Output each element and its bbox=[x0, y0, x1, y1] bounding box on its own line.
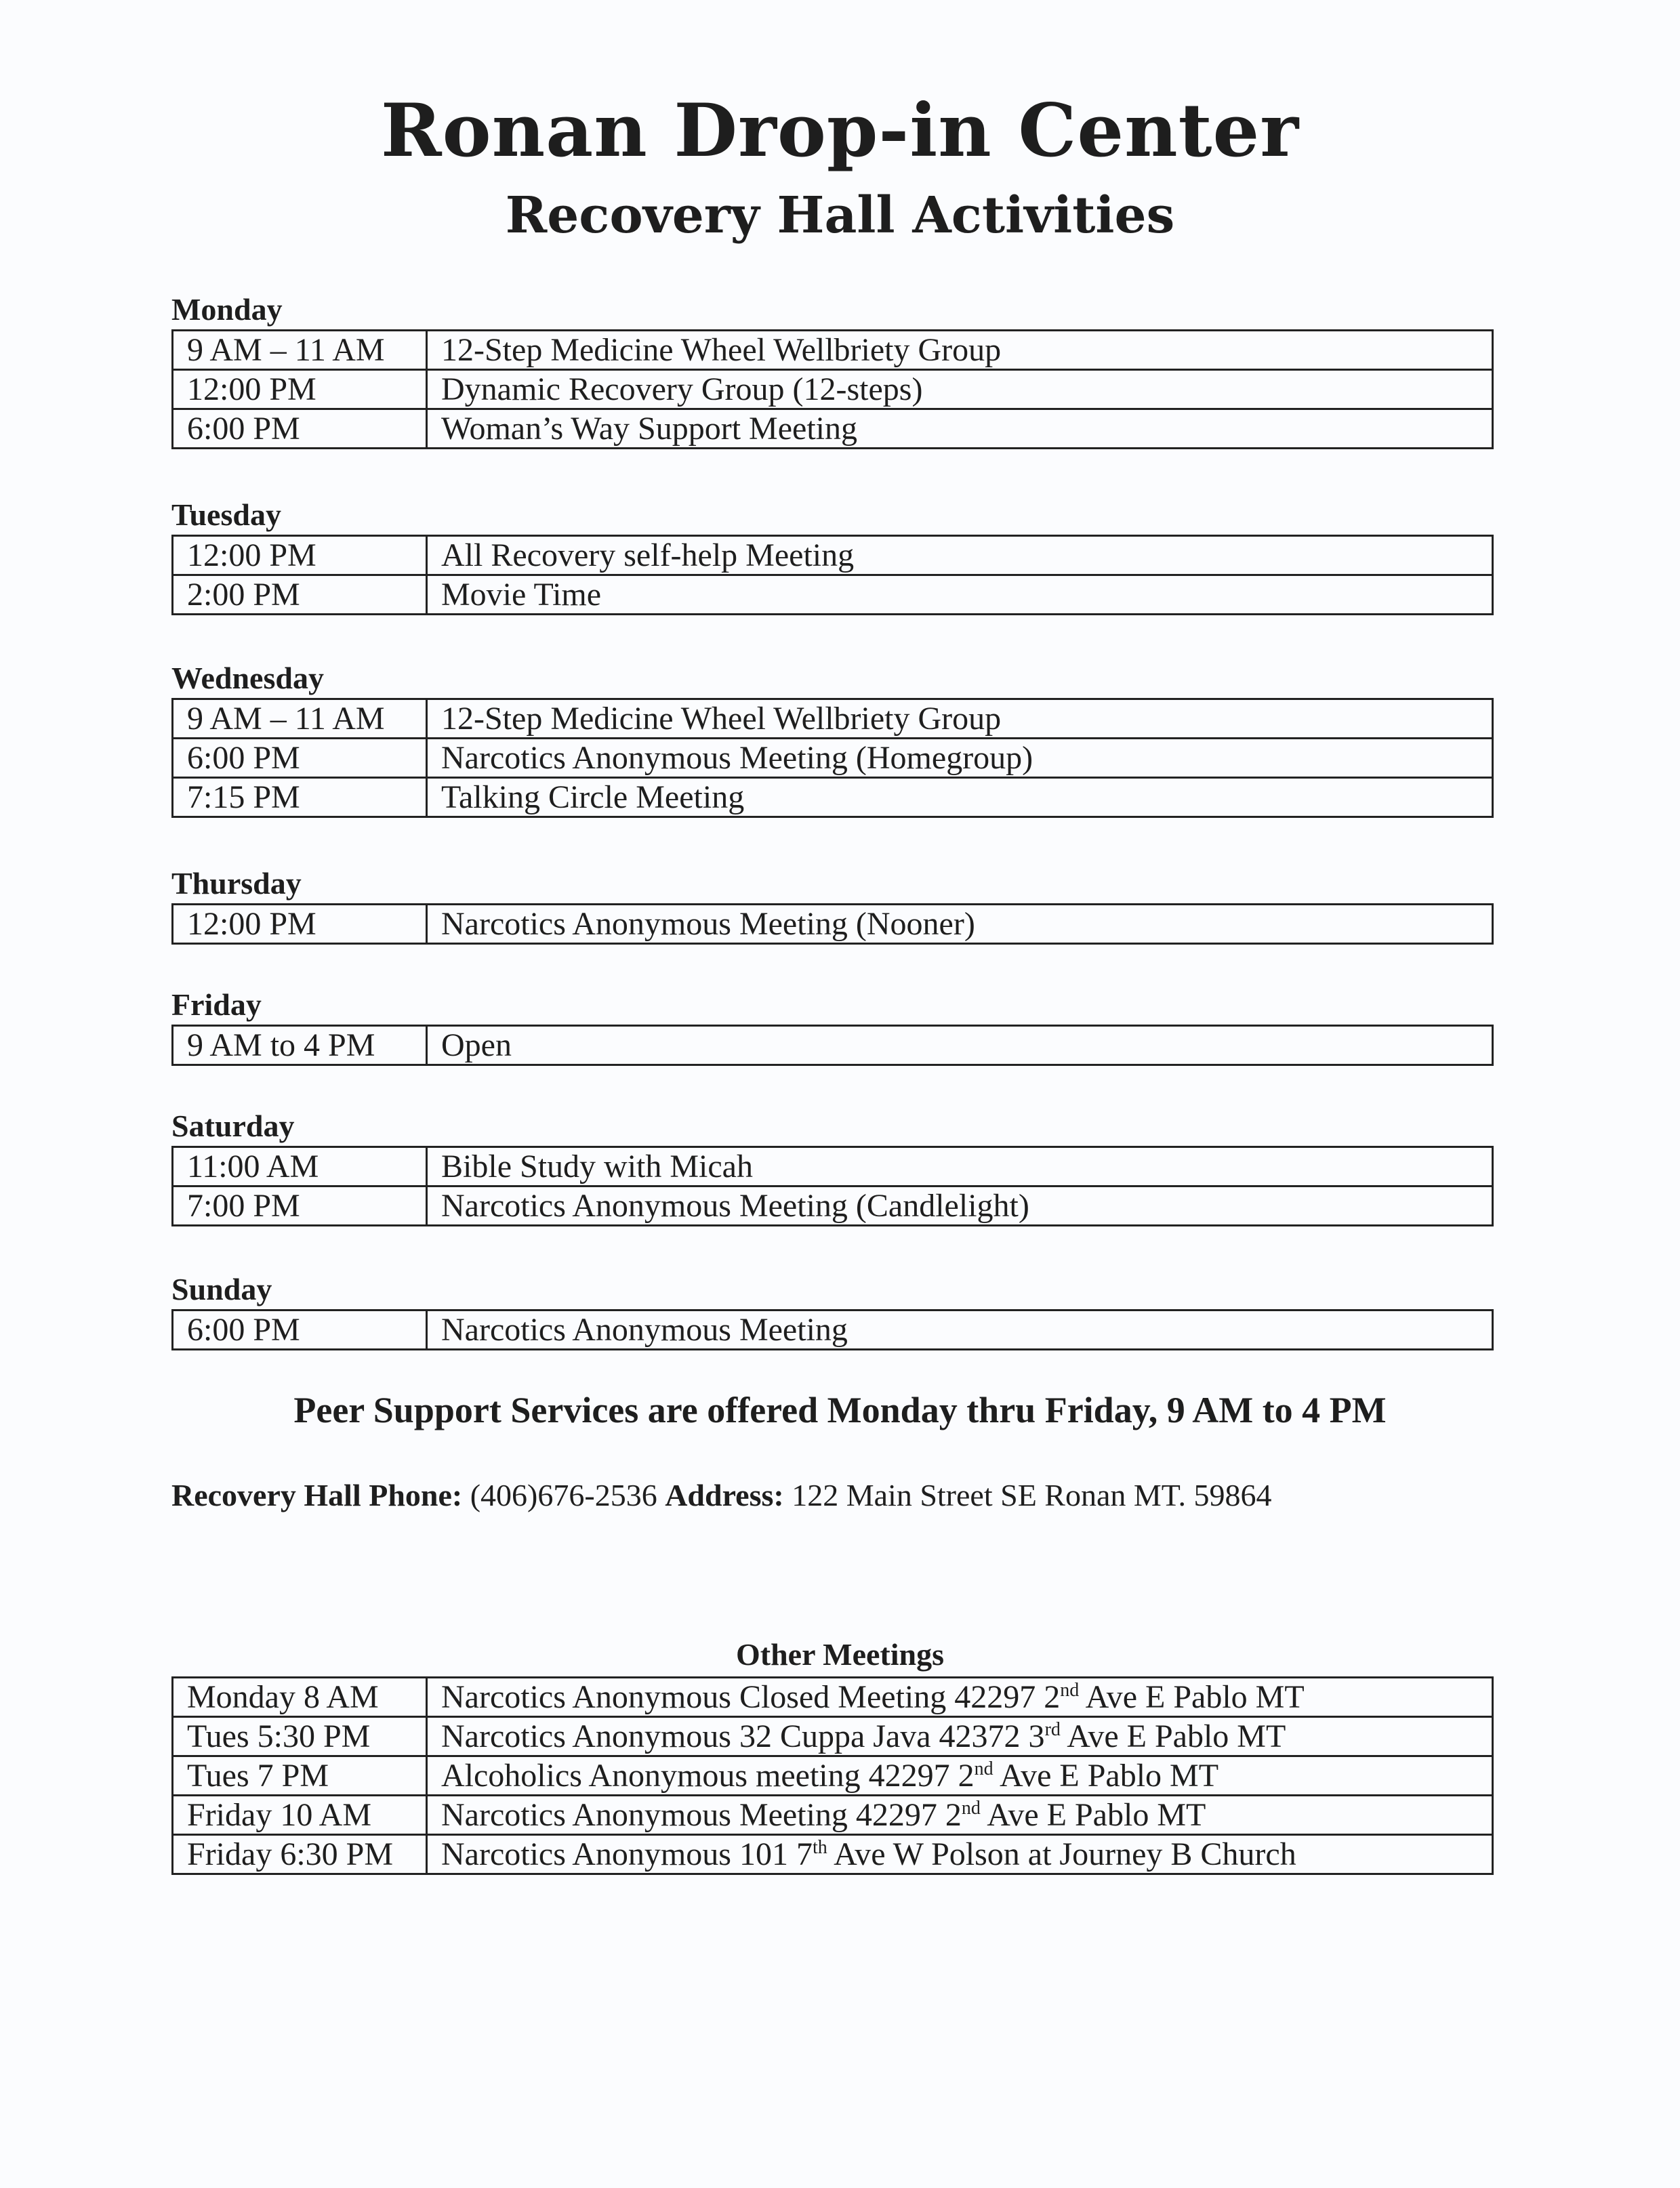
time-cell: Tues 5:30 PM bbox=[173, 1717, 427, 1756]
day-section-monday bbox=[171, 290, 1494, 449]
activity-cell: Talking Circle Meeting bbox=[427, 778, 1493, 817]
meeting-cell bbox=[427, 1678, 1493, 1717]
activity-cell: Movie Time bbox=[427, 575, 1493, 615]
meeting-text-rest: Ave W Polson at Journey B Church bbox=[827, 1836, 1296, 1872]
time-cell: Monday 8 AM bbox=[173, 1678, 427, 1717]
phone-label: Recovery Hall Phone: bbox=[171, 1478, 463, 1512]
page-title: Ronan Drop-in Center bbox=[380, 88, 1300, 173]
day-heading: Friday bbox=[171, 987, 262, 1022]
table-row bbox=[173, 699, 1493, 739]
address: 122 Main Street SE Ronan MT. 59864 bbox=[792, 1478, 1272, 1512]
time-cell: 11:00 AM bbox=[173, 1147, 427, 1186]
ordinal-suffix: th bbox=[812, 1837, 827, 1858]
day-section-wednesday bbox=[171, 659, 1494, 818]
time-cell: 9 AM – 11 AM bbox=[173, 331, 427, 370]
table-row bbox=[173, 370, 1493, 409]
day-section-thursday bbox=[171, 864, 1494, 945]
activity-cell: Dynamic Recovery Group (12-steps) bbox=[427, 370, 1493, 409]
table-row bbox=[173, 409, 1493, 449]
table-row bbox=[173, 1026, 1493, 1065]
activity-cell: Narcotics Anonymous Meeting (Homegroup) bbox=[427, 739, 1493, 778]
time-cell: 9 AM – 11 AM bbox=[173, 699, 427, 739]
day-section-sunday bbox=[171, 1270, 1494, 1350]
day-heading: Tuesday bbox=[171, 497, 281, 532]
peer-support-note: Peer Support Services are offered Monday thru Friday, 9 AM to 4 PM bbox=[293, 1390, 1387, 1430]
time-cell: Friday 6:30 PM bbox=[173, 1835, 427, 1874]
time-cell: 2:00 PM bbox=[173, 575, 427, 615]
table-row bbox=[173, 905, 1493, 944]
schedule-table bbox=[171, 535, 1494, 615]
activity-cell: Narcotics Anonymous Meeting (Candlelight) bbox=[427, 1186, 1493, 1226]
table-row bbox=[173, 739, 1493, 778]
time-cell: 6:00 PM bbox=[173, 1310, 427, 1350]
table-row bbox=[173, 1835, 1493, 1874]
time-cell: 12:00 PM bbox=[173, 370, 427, 409]
day-heading: Monday bbox=[171, 292, 283, 327]
table-row bbox=[173, 575, 1493, 615]
table-row bbox=[173, 1756, 1493, 1796]
other-meetings-title: Other Meetings bbox=[735, 1637, 945, 1672]
contact-line bbox=[171, 1477, 1271, 1513]
time-cell: 7:00 PM bbox=[173, 1186, 427, 1226]
schedule-table bbox=[171, 903, 1494, 945]
activity-cell: Narcotics Anonymous Meeting bbox=[427, 1310, 1493, 1350]
ordinal-suffix: nd bbox=[961, 1798, 981, 1819]
time-cell: Friday 10 AM bbox=[173, 1796, 427, 1835]
day-section-saturday bbox=[171, 1107, 1494, 1226]
activity-cell: Open bbox=[427, 1026, 1493, 1065]
time-cell: 9 AM to 4 PM bbox=[173, 1026, 427, 1065]
meeting-text-rest: Ave E Pablo MT bbox=[1079, 1679, 1305, 1715]
table-row bbox=[173, 331, 1493, 370]
day-heading: Thursday bbox=[171, 866, 302, 901]
other-meetings-section bbox=[171, 1676, 1494, 1875]
time-cell: 12:00 PM bbox=[173, 905, 427, 944]
table-row bbox=[173, 1186, 1493, 1226]
day-heading: Wednesday bbox=[171, 661, 324, 695]
table-row bbox=[173, 778, 1493, 817]
table-row bbox=[173, 1796, 1493, 1835]
schedule-table bbox=[171, 698, 1494, 818]
day-heading: Saturday bbox=[171, 1109, 295, 1143]
schedule-table bbox=[171, 1309, 1494, 1350]
ordinal-suffix: nd bbox=[1060, 1680, 1080, 1701]
time-cell: 6:00 PM bbox=[173, 409, 427, 449]
day-heading: Sunday bbox=[171, 1272, 272, 1306]
activity-cell: Narcotics Anonymous Meeting (Nooner) bbox=[427, 905, 1493, 944]
meeting-text: Narcotics Anonymous Meeting 42297 2 bbox=[441, 1797, 962, 1833]
table-row bbox=[173, 536, 1493, 575]
meeting-text-rest: Ave E Pablo MT bbox=[980, 1797, 1206, 1833]
table-row bbox=[173, 1678, 1493, 1717]
meeting-text-rest: Ave E Pablo MT bbox=[993, 1758, 1219, 1794]
table-row bbox=[173, 1310, 1493, 1350]
activity-cell: 12-Step Medicine Wheel Wellbriety Group bbox=[427, 699, 1493, 739]
time-cell: 7:15 PM bbox=[173, 778, 427, 817]
table-row bbox=[173, 1147, 1493, 1186]
activity-cell: Woman’s Way Support Meeting bbox=[427, 409, 1493, 449]
ordinal-suffix: nd bbox=[974, 1758, 993, 1779]
ordinal-suffix: rd bbox=[1044, 1719, 1061, 1740]
meeting-cell bbox=[427, 1756, 1493, 1796]
meeting-cell bbox=[427, 1717, 1493, 1756]
meeting-text: Narcotics Anonymous 101 7 bbox=[441, 1836, 813, 1872]
time-cell: Tues 7 PM bbox=[173, 1756, 427, 1796]
meeting-cell bbox=[427, 1796, 1493, 1835]
schedule-table bbox=[171, 1146, 1494, 1226]
activity-cell: 12-Step Medicine Wheel Wellbriety Group bbox=[427, 331, 1493, 370]
page-subtitle: Recovery Hall Activities bbox=[505, 186, 1175, 245]
meeting-text: Narcotics Anonymous Closed Meeting 42297 2 bbox=[441, 1679, 1061, 1715]
meeting-cell bbox=[427, 1835, 1493, 1874]
time-cell: 6:00 PM bbox=[173, 739, 427, 778]
meeting-text: Narcotics Anonymous 32 Cuppa Java 42372 3 bbox=[441, 1718, 1045, 1754]
phone-number: (406)676-2536 bbox=[470, 1478, 657, 1512]
meeting-text-rest: Ave E Pablo MT bbox=[1060, 1718, 1286, 1754]
activity-cell: All Recovery self-help Meeting bbox=[427, 536, 1493, 575]
schedule-table bbox=[171, 1025, 1494, 1066]
schedule-table bbox=[171, 329, 1494, 449]
day-section-tuesday bbox=[171, 495, 1494, 615]
other-meetings-table bbox=[171, 1676, 1494, 1875]
day-section-friday bbox=[171, 985, 1494, 1066]
activity-cell: Bible Study with Micah bbox=[427, 1147, 1493, 1186]
time-cell: 12:00 PM bbox=[173, 536, 427, 575]
address-label: Address: bbox=[665, 1478, 784, 1512]
table-row bbox=[173, 1717, 1493, 1756]
meeting-text: Alcoholics Anonymous meeting 42297 2 bbox=[441, 1758, 975, 1794]
